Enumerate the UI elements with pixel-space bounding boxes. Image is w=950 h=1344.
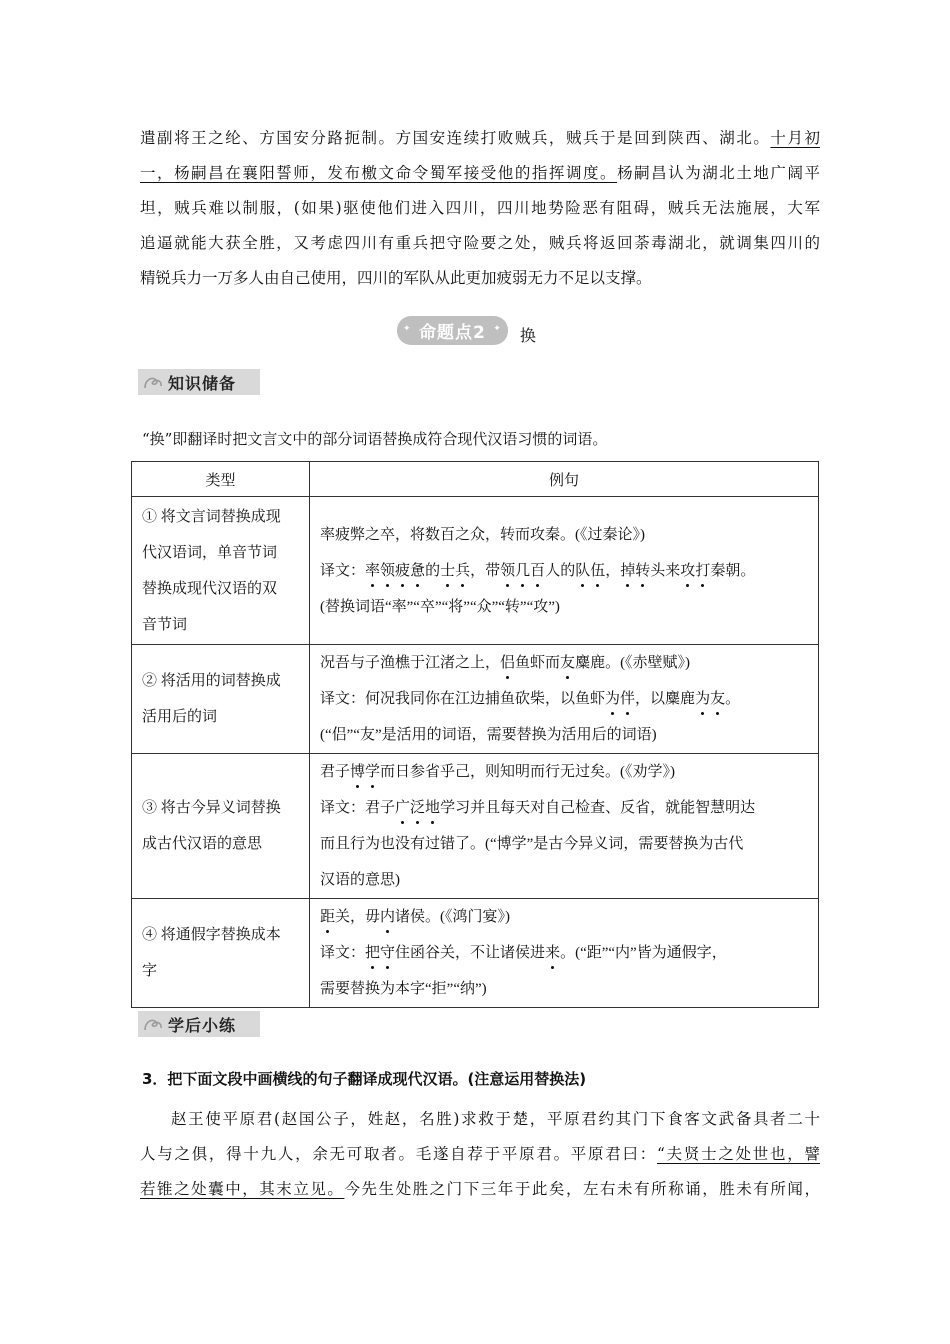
type-cell: ① 将文言词替换成现 代汉语词，单音节词 替换成现代汉语的双 音节词: [132, 497, 310, 645]
topic-word: 换: [519, 325, 536, 345]
translation-line: 译文：君子广泛地学习并且每天对自己检查、反省，就能智慧明达: [320, 790, 818, 826]
column-header: 类型: [132, 462, 310, 497]
table-header-row: [132, 462, 819, 497]
topic-badge: ✦ 命题点2 ✦: [397, 316, 508, 345]
intro-text: “换”即翻译时把文言文中的部分词语替换成符合现代汉语习惯的词语。: [142, 430, 608, 448]
section-header-knowledge: 知识储备: [138, 369, 260, 395]
type-cell: ④ 将通假字替换成本 字: [132, 899, 310, 1008]
passage: [140, 1102, 820, 1207]
paragraph-line: 精锐兵力一万多人由自己使用，四川的军队从此更加疲弱无力不足以支撑。: [140, 269, 652, 287]
translation-line: 译文：何况我同你在江边捕鱼砍柴，以鱼虾为伴，以麋鹿为友。: [320, 681, 818, 717]
example-cell: 距关，毋内诸侯。(《鸿门宴》) 译文：把守住函谷关，不让诸侯进来。(“距”“内”皆为通假字， 需要替换为本字“拒”“纳”): [310, 899, 819, 1008]
example-cell: 况吾与子渔樵于江渚之上，侣鱼虾而友麋鹿。(《赤壁赋》) 译文：何况我同你在江边捕鱼砍柴，以鱼虾为伴，以麋鹿为友。 (“侣”“友”是活用的词语，需要替换为活用后的词语): [310, 645, 819, 754]
underlined-sentence: “夫贤士之处世也，譬: [656, 1145, 820, 1163]
ornament-icon: [138, 369, 168, 395]
passage-line: 人与之俱，得十九人，余无可取者。毛遂自荐于平原君。平原君曰：“夫贤士之处世也，譬: [140, 1145, 820, 1163]
example-cell: 君子博学而日参省乎己，则知明而行无过矣。(《劝学》) 译文：君子广泛地学习并且每天对自己检查、反省，就能智慧明达 而且行为也没有过错了。(“博学”是古今异义词，需要替换为古代 汉语的意思): [310, 754, 819, 899]
dots-icon: ✦: [493, 323, 502, 334]
translation-line: 译文：把守住函谷关，不让诸侯进来。(“距”“内”皆为通假字，: [320, 935, 818, 971]
paragraph-line: 坦，贼兵难以制服，(如果)驱使他们进入四川，四川地势险恶有阻碍，贼兵无法施展，大军: [140, 199, 820, 217]
paragraph-line: 一，杨嗣昌在襄阳誓师，发布檄文命令蜀军接受他的指挥调度。杨嗣昌认为湖北土地广阔平: [140, 164, 820, 182]
table-row: [132, 899, 819, 1008]
column-header: 例句: [310, 462, 819, 497]
ornament-icon: [138, 1011, 168, 1037]
paragraph-line: 遣副将王之纶、方国安分路扼制。方国安连续打败贼兵，贼兵于是回到陕西、湖北。十月初: [140, 129, 820, 147]
topic-header: [397, 316, 536, 344]
table-row: [132, 497, 819, 645]
table-row: [132, 754, 819, 899]
question-prompt: 3．把下面文段中画横线的句子翻译成现代汉语。(注意运用替换法): [142, 1070, 587, 1088]
top-paragraph: [140, 121, 820, 296]
underlined-sentence: 一，杨嗣昌在襄阳誓师，发布檄文命令蜀军接受他的指挥调度。: [140, 164, 618, 182]
paragraph-line: 追逼就能大获全胜，又考虑四川有重兵把守险要之处，贼兵将返回荼毒湖北，就调集四川的: [140, 234, 820, 252]
type-cell: ③ 将古今异义词替换 成古代汉语的意思: [132, 754, 310, 899]
table-row: [132, 645, 819, 754]
section-header-practice: 学后小练: [138, 1011, 260, 1037]
passage-line: 赵王使平原君(赵国公子，姓赵，名胜)求救于楚，平原君约其门下食客文武备具者二十: [171, 1110, 820, 1128]
examples-table: [131, 461, 819, 1008]
passage-line: 若锥之处囊中，其末立见。今先生处胜之门下三年于此矣，左右未有所称诵，胜未有所闻，: [140, 1180, 820, 1198]
underlined-sentence: 若锥之处囊中，其末立见。: [140, 1180, 345, 1198]
example-cell: 率疲弊之卒，将数百之众，转而攻秦。(《过秦论》) 译文：率领疲惫的士兵，带领几百人的队伍，掉转头来攻打秦朝。 (替换词语“率”“卒”“将”“众”“转”“攻”): [310, 497, 819, 645]
translation-line: 译文：率领疲惫的士兵，带领几百人的队伍，掉转头来攻打秦朝。: [320, 553, 818, 589]
underlined-sentence: 十月初: [770, 129, 820, 147]
dots-icon: ✦: [403, 323, 412, 334]
type-cell: ② 将活用的词替换成 活用后的词: [132, 645, 310, 754]
